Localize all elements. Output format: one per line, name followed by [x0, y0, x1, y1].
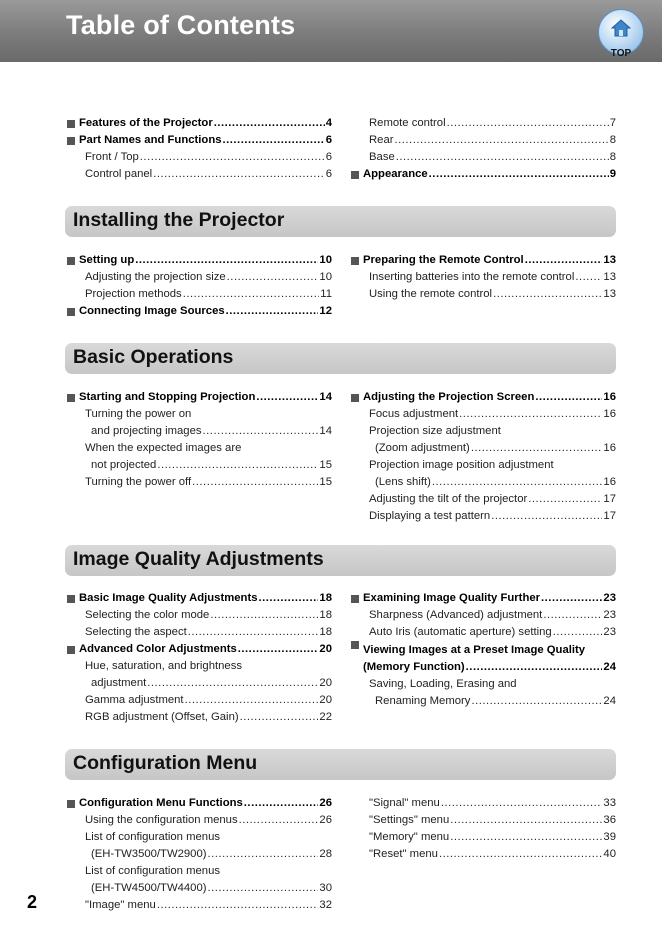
toc-entry-line	[85, 658, 332, 675]
toc-entry-title: "Image" menu	[85, 899, 156, 911]
dot-leader	[432, 474, 603, 491]
toc-entry-title: Projection image position adjustment	[369, 459, 554, 471]
toc-entry[interactable]	[67, 897, 332, 914]
toc-entry[interactable]	[67, 166, 332, 183]
top-button[interactable]	[598, 9, 644, 59]
toc-entry[interactable]	[67, 795, 332, 812]
dot-leader	[395, 132, 609, 149]
toc-entry-line	[85, 846, 332, 863]
toc-entry-title: Advanced Color Adjustments	[79, 643, 237, 655]
header-bar	[0, 0, 662, 62]
dot-leader	[450, 812, 602, 829]
toc-entry-title: Selecting the aspect	[85, 626, 187, 638]
page-ref: 26	[319, 814, 332, 826]
toc-entry-line	[85, 829, 332, 846]
page-ref: 13	[603, 271, 616, 283]
dot-leader	[214, 115, 325, 132]
square-bullet-icon	[351, 394, 359, 402]
page-ref: 18	[319, 626, 332, 638]
dot-leader	[188, 624, 319, 641]
toc-entry-title: Hue, saturation, and brightness	[85, 660, 242, 672]
toc-entry-line	[85, 457, 332, 474]
toc-entry-title: (Zoom adjustment)	[375, 442, 470, 454]
toc-entry-title: adjustment	[91, 677, 147, 689]
toc-entry-title: List of configuration menus	[85, 865, 221, 877]
page-ref: 10	[319, 271, 332, 283]
page-ref: 22	[319, 711, 332, 723]
toc-column-left	[67, 590, 332, 726]
dot-leader	[429, 166, 609, 183]
toc-entry[interactable]	[351, 795, 616, 812]
dot-leader	[226, 303, 319, 320]
section-title: Installing the Projector	[73, 209, 285, 231]
toc-column-left	[67, 252, 332, 320]
section-banner	[65, 749, 616, 780]
toc-entry-title: RGB adjustment (Offset, Gain)	[85, 711, 239, 723]
page-ref: 16	[603, 476, 616, 488]
toc-entry[interactable]	[351, 389, 616, 406]
page-ref: 8	[609, 151, 616, 163]
dot-leader	[541, 590, 602, 607]
toc-entry-title: Features of the Projector	[79, 117, 213, 129]
dot-leader	[553, 624, 603, 641]
square-bullet-icon	[351, 595, 359, 603]
toc-entry-title: (Lens shift)	[375, 476, 431, 488]
toc-column-left	[67, 115, 332, 183]
toc-entry-title: Viewing Images at a Preset Image Quality	[363, 644, 586, 656]
page-ref: 14	[319, 391, 332, 403]
toc-entry-title: Sharpness (Advanced) adjustment	[369, 609, 543, 621]
toc-column-right	[351, 115, 616, 183]
toc-column-right	[351, 795, 616, 863]
dot-leader	[244, 795, 319, 812]
toc-entry-title: Focus adjustment	[369, 408, 459, 420]
toc-entry[interactable]	[67, 607, 332, 624]
square-bullet-icon	[351, 257, 359, 265]
toc-entry[interactable]	[67, 132, 332, 149]
page-ref: 13	[603, 288, 616, 300]
toc-entry[interactable]	[351, 812, 616, 829]
toc-entry[interactable]	[67, 624, 332, 641]
dot-leader	[439, 846, 602, 863]
page-ref: 16	[603, 442, 616, 454]
page-ref: 26	[319, 797, 332, 809]
toc-entry-title: Base	[369, 151, 395, 163]
dot-leader	[466, 659, 603, 676]
page-ref: 16	[603, 391, 616, 403]
toc-entry-title: Projection methods	[85, 288, 182, 300]
page-ref: 17	[603, 493, 616, 505]
toc-entry[interactable]	[67, 149, 332, 166]
toc-entry-title: Saving, Loading, Erasing and	[369, 678, 517, 690]
page-number: 2	[27, 892, 38, 912]
dot-leader	[239, 812, 319, 829]
toc-entry[interactable]	[67, 252, 332, 269]
dot-leader	[493, 286, 602, 303]
toc-entry[interactable]	[67, 115, 332, 132]
square-bullet-icon	[351, 641, 359, 649]
square-bullet-icon	[67, 646, 75, 654]
toc-entry[interactable]	[351, 641, 616, 676]
dot-leader	[208, 880, 319, 897]
toc-entry[interactable]	[67, 269, 332, 286]
square-bullet-icon	[351, 171, 359, 179]
dot-leader	[471, 440, 603, 457]
page-ref: 23	[603, 626, 616, 638]
toc-entry-title: Inserting batteries into the remote control	[369, 271, 575, 283]
dot-leader	[441, 795, 603, 812]
toc-entry[interactable]	[351, 676, 616, 710]
square-bullet-icon	[67, 137, 75, 145]
toc-column-left	[67, 795, 332, 914]
section-banner	[65, 206, 616, 237]
toc-entry[interactable]	[67, 474, 332, 491]
toc-entry-title: (Memory Function)	[363, 661, 465, 673]
toc-entry-title: Part Names and Functions	[79, 134, 222, 146]
dot-leader	[210, 607, 318, 624]
dot-leader	[140, 149, 325, 166]
page-ref: 11	[320, 288, 332, 300]
toc-entry-title: Remote control	[369, 117, 446, 129]
dot-leader	[183, 286, 320, 303]
toc-entry[interactable]	[67, 641, 332, 658]
toc-entry-title: Configuration Menu Functions	[79, 797, 243, 809]
dot-leader	[208, 846, 319, 863]
toc-entry-title: Adjusting the Projection Screen	[363, 391, 535, 403]
toc-entry[interactable]	[351, 252, 616, 269]
toc-entry-title: Setting up	[79, 254, 135, 266]
page-ref: 20	[319, 694, 332, 706]
page-ref: 6	[325, 134, 332, 146]
toc-entry-title: Examining Image Quality Further	[363, 592, 541, 604]
toc-entry-title: Rear	[369, 134, 394, 146]
toc-entry-line	[85, 440, 332, 457]
toc-entry[interactable]	[351, 286, 616, 303]
page-ref: 36	[603, 814, 616, 826]
page-ref: 9	[609, 168, 616, 180]
section-banner	[65, 343, 616, 374]
dot-leader	[227, 269, 319, 286]
page-ref: 24	[603, 695, 616, 707]
toc-entry[interactable]	[67, 406, 332, 440]
toc-entry[interactable]	[67, 829, 332, 863]
toc-entry-title: Adjusting the projection size	[85, 271, 226, 283]
page-ref: 17	[603, 510, 616, 522]
toc-entry-line	[85, 863, 332, 880]
toc-entry-line	[369, 676, 616, 693]
page-ref: 23	[603, 592, 616, 604]
page-ref: 18	[319, 609, 332, 621]
toc-entry-title: Control panel	[85, 168, 153, 180]
toc-entry-line	[85, 880, 332, 897]
toc-column-left	[67, 389, 332, 491]
toc-entry[interactable]	[351, 508, 616, 525]
toc-entry-line	[85, 406, 332, 423]
toc-entry-title: Selecting the color mode	[85, 609, 210, 621]
page-ref: 20	[319, 677, 332, 689]
section-title: Image Quality Adjustments	[73, 548, 324, 570]
dot-leader	[223, 132, 325, 149]
section-title: Basic Operations	[73, 346, 234, 368]
square-bullet-icon	[67, 257, 75, 265]
toc-entry[interactable]	[351, 149, 616, 166]
toc-entry[interactable]	[351, 829, 616, 846]
toc-entry[interactable]	[67, 658, 332, 692]
dot-leader	[543, 607, 602, 624]
toc-entry[interactable]	[351, 406, 616, 423]
toc-entry-line	[351, 659, 616, 676]
dot-leader	[528, 491, 602, 508]
toc-entry-title: and projecting images	[91, 425, 202, 437]
toc-entry[interactable]	[351, 624, 616, 641]
square-bullet-icon	[67, 595, 75, 603]
toc-entry[interactable]	[351, 115, 616, 132]
page-title: Table of Contents	[66, 10, 296, 40]
toc-entry-title: not projected	[91, 459, 157, 471]
page-ref: 23	[603, 609, 616, 621]
dot-leader	[256, 389, 318, 406]
toc-entry[interactable]	[67, 590, 332, 607]
dot-leader	[535, 389, 602, 406]
toc-entry-title: Adjusting the tilt of the projector	[369, 493, 528, 505]
page-ref: 10	[319, 254, 332, 266]
toc-entry-title: Displaying a test pattern	[369, 510, 491, 522]
toc-entry-line	[85, 423, 332, 440]
dot-leader	[240, 709, 319, 726]
page-ref: 40	[603, 848, 616, 860]
toc-entry-title: When the expected images are	[85, 442, 242, 454]
toc-entry-line	[369, 423, 616, 440]
dot-leader	[396, 149, 609, 166]
toc-entry-title: Preparing the Remote Control	[363, 254, 524, 266]
page-ref: 33	[603, 797, 616, 809]
toc-entry-line	[369, 474, 616, 491]
page-ref: 12	[319, 305, 332, 317]
toc-entry-title: List of configuration menus	[85, 831, 221, 843]
toc-entry[interactable]	[351, 269, 616, 286]
dot-leader	[525, 252, 603, 269]
page-ref: 32	[319, 899, 332, 911]
dot-leader	[135, 252, 318, 269]
top-button-label: TOP	[610, 48, 632, 59]
dot-leader	[447, 115, 609, 132]
toc-column-right	[351, 590, 616, 710]
toc-entry[interactable]	[351, 423, 616, 457]
toc-entry-title: (EH-TW4500/TW4400)	[91, 882, 207, 894]
toc-entry-title: (EH-TW3500/TW2900)	[91, 848, 207, 860]
dot-leader	[491, 508, 602, 525]
page-ref: 15	[319, 459, 332, 471]
page-ref: 39	[603, 831, 616, 843]
toc-entry-line	[369, 693, 616, 710]
page-ref: 30	[319, 882, 332, 894]
dot-leader	[575, 269, 602, 286]
dot-leader	[157, 897, 319, 914]
section-title: Configuration Menu	[73, 752, 258, 774]
toc-entry-title: Auto Iris (automatic aperture) setting	[369, 626, 552, 638]
toc-entry[interactable]	[351, 491, 616, 508]
page-ref: 4	[325, 117, 332, 129]
page-ref: 24	[603, 661, 616, 673]
toc-entry-title: "Memory" menu	[369, 831, 450, 843]
dot-leader	[259, 590, 319, 607]
toc-entry-title: Using the remote control	[369, 288, 493, 300]
toc-entry-line	[85, 675, 332, 692]
toc-entry[interactable]	[67, 286, 332, 303]
toc-entry[interactable]	[351, 846, 616, 863]
toc-entry[interactable]	[67, 303, 332, 320]
toc-entry-title: Projection size adjustment	[369, 425, 501, 437]
square-bullet-icon	[67, 394, 75, 402]
toc-entry-line	[369, 440, 616, 457]
toc-entry[interactable]	[67, 440, 332, 474]
toc-entry-title: Appearance	[363, 168, 428, 180]
dot-leader	[450, 829, 602, 846]
page-ref: 28	[319, 848, 332, 860]
toc-entry[interactable]	[351, 457, 616, 491]
page-ref: 16	[603, 408, 616, 420]
toc-entry[interactable]	[67, 692, 332, 709]
toc-entry[interactable]	[67, 863, 332, 897]
dot-leader	[147, 675, 318, 692]
page-ref: 13	[603, 254, 616, 266]
toc-entry-title: "Reset" menu	[369, 848, 438, 860]
toc-entry-title: Gamma adjustment	[85, 694, 184, 706]
page-ref: 6	[325, 168, 332, 180]
toc-entry-title: Front / Top	[85, 151, 139, 163]
toc-entry[interactable]	[351, 166, 616, 183]
toc-entry-title: Turning the power on	[85, 408, 192, 420]
toc-entry-title: "Signal" menu	[369, 797, 440, 809]
square-bullet-icon	[67, 800, 75, 808]
page-ref: 7	[609, 117, 616, 129]
dot-leader	[192, 474, 318, 491]
dot-leader	[157, 457, 318, 474]
toc-entry[interactable]	[67, 389, 332, 406]
toc-entry-title: Renaming Memory	[375, 695, 471, 707]
toc-entry-title: "Settings" menu	[369, 814, 450, 826]
page-ref: 8	[609, 134, 616, 146]
toc-entry[interactable]	[351, 132, 616, 149]
square-bullet-icon	[67, 120, 75, 128]
toc-entry[interactable]	[351, 590, 616, 607]
page-ref: 14	[319, 425, 332, 437]
page-ref: 20	[319, 643, 332, 655]
toc-column-right	[351, 389, 616, 525]
dot-leader	[153, 166, 325, 183]
toc-entry-title: Basic Image Quality Adjustments	[79, 592, 258, 604]
page-ref: 15	[319, 476, 332, 488]
page-ref: 6	[325, 151, 332, 163]
dot-leader	[459, 406, 602, 423]
toc-entry[interactable]	[67, 709, 332, 726]
toc-column-right	[351, 252, 616, 303]
toc-entry-title: Using the configuration menus	[85, 814, 238, 826]
dot-leader	[185, 692, 319, 709]
toc-entry-line	[369, 457, 616, 474]
toc-entry-title: Starting and Stopping Projection	[79, 391, 256, 403]
page-ref: 18	[319, 592, 332, 604]
toc-entry[interactable]	[67, 812, 332, 829]
dot-leader	[238, 641, 319, 658]
toc-entry-line	[351, 641, 616, 659]
toc-entry-title: Connecting Image Sources	[79, 305, 225, 317]
dot-leader	[471, 693, 602, 710]
square-bullet-icon	[67, 308, 75, 316]
home-icon	[611, 19, 631, 37]
section-banner	[65, 545, 616, 576]
dot-leader	[203, 423, 319, 440]
toc-entry[interactable]	[351, 607, 616, 624]
toc-entry-title: Turning the power off	[85, 476, 192, 488]
